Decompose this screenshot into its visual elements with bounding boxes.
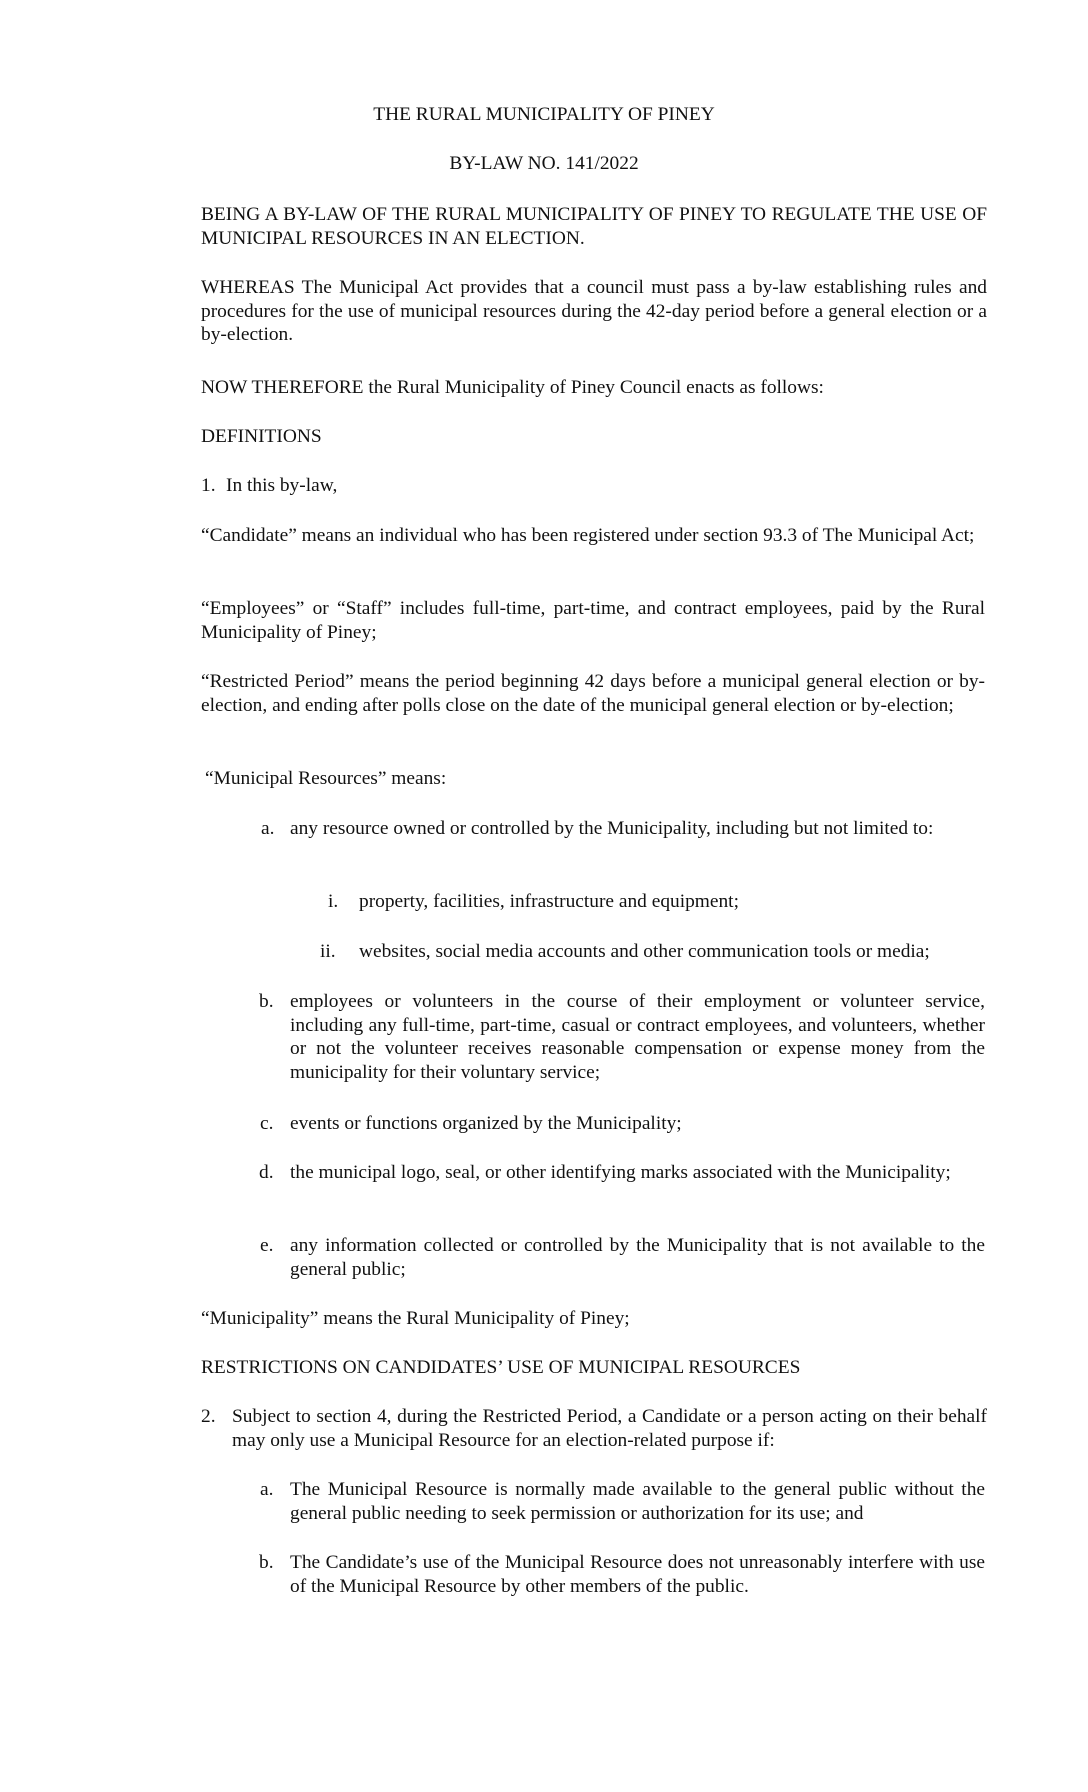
section-2-marker: 2. [201, 1406, 216, 1427]
definition-municipality: “Municipality” means the Rural Municipality of Piney; [201, 1308, 630, 1329]
resource-a-i-text: property, facilities, infrastructure and equipment; [359, 891, 739, 912]
resource-e-text: any information collected or controlled by the Municipality that is not available to the general public; [290, 1235, 985, 1280]
section-2b-marker: b. [259, 1552, 274, 1573]
section-2-text: Subject to section 4, during the Restricted Period, a Candidate or a person acting on their behalf may only use a Municipal Resource for an election-related purpose if: [232, 1406, 987, 1451]
resource-a-ii-text: websites, social media accounts and other communication tools or media; [359, 941, 930, 962]
resource-e-marker: e. [260, 1235, 274, 1256]
resource-d-text: the municipal logo, seal, or other identifying marks associated with the Municipality; [290, 1162, 951, 1183]
resource-c-marker: c. [260, 1113, 274, 1134]
section-1-marker: 1. [201, 475, 216, 496]
resource-a-text: any resource owned or controlled by the Municipality, including but not limited to: [290, 818, 934, 839]
definition-municipal-resources: “Municipal Resources” means: [205, 768, 447, 789]
resource-d-marker: d. [259, 1162, 274, 1183]
section-2a-marker: a. [260, 1479, 274, 1500]
restrictions-heading: RESTRICTIONS ON CANDIDATES’ USE OF MUNICIPAL RESOURCES [201, 1357, 801, 1378]
resource-b-text: employees or volunteers in the course of their employment or volunteer service, including any full-time, part-time, casual or contract employees, and volunteers, whether or not the volunteer receives reasonable compensation or expense money from the municipality for their voluntary service; [290, 991, 985, 1083]
section-2a-text: The Municipal Resource is normally made available to the general public without the general public needing to seek permission or authorization for its use; and [290, 1479, 985, 1524]
definition-restricted-period: “Restricted Period” means the period beginning 42 days before a municipal general election or by-election, and ending after polls close on the date of the municipal general election or by-election; [201, 671, 985, 716]
resource-c-text: events or functions organized by the Municipality; [290, 1113, 682, 1134]
municipality-header: THE RURAL MUNICIPALITY OF PINEY [373, 104, 715, 125]
bylaw-title: BEING A BY-LAW OF THE RURAL MUNICIPALITY OF PINEY TO REGULATE THE USE OF MUNICIPAL RESOURCES IN AN ELECTION. [201, 204, 987, 249]
enactment-clause: NOW THEREFORE the Rural Municipality of Piney Council enacts as follows: [201, 377, 824, 398]
section-1-intro: In this by-law, [226, 475, 338, 496]
bylaw-number: BY-LAW NO. 141/2022 [449, 153, 639, 174]
resource-b-marker: b. [259, 991, 274, 1012]
resource-a-ii-marker: ii. [320, 941, 336, 962]
resource-a-i-marker: i. [328, 891, 339, 912]
resource-a-marker: a. [261, 818, 275, 839]
whereas-clause: WHEREAS The Municipal Act provides that a council must pass a by-law establishing rules and procedures for the use of municipal resources during the 42-day period before a general election or a by-election. [201, 277, 987, 346]
definitions-heading: DEFINITIONS [201, 426, 322, 447]
definition-candidate: “Candidate” means an individual who has been registered under section 93.3 of The Municipal Act; [201, 525, 975, 546]
section-2b-text: The Candidate’s use of the Municipal Resource does not unreasonably interfere with use of the Municipal Resource by other members of the public. [290, 1552, 985, 1597]
definition-employees: “Employees” or “Staff” includes full-time, part-time, and contract employees, paid by the Rural Municipality of Piney; [201, 598, 985, 643]
